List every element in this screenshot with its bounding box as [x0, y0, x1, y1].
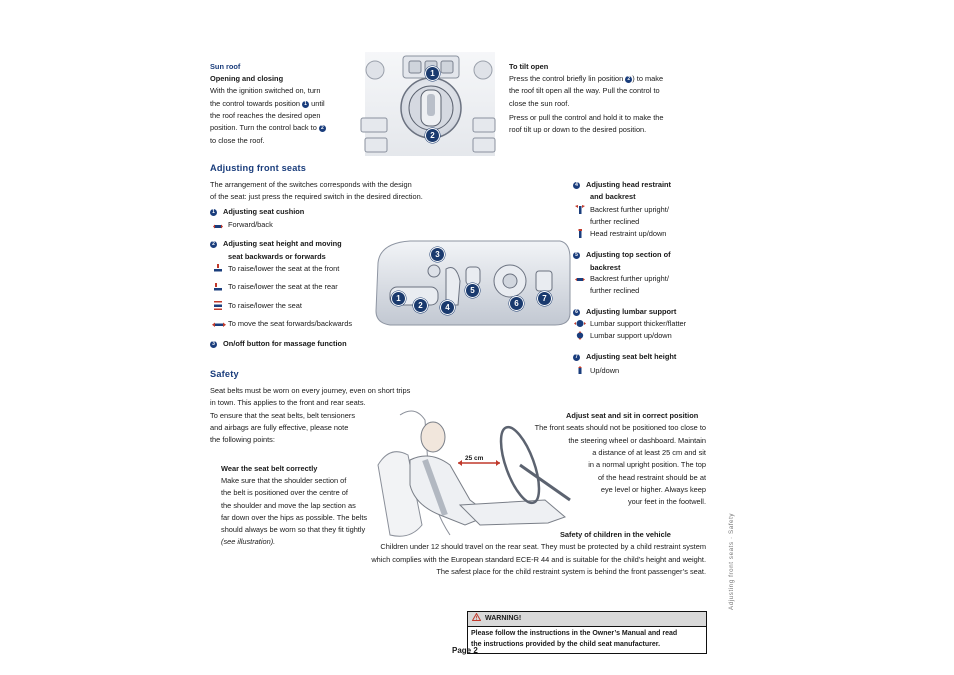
belt-height-icon: [575, 366, 585, 375]
belt-line: (see illustration).: [221, 537, 276, 546]
sunroof-subheading: Opening and closing: [210, 74, 284, 83]
backrest-text: Backrest further upright/: [590, 274, 669, 283]
tilt-heading: To tilt open: [509, 62, 549, 71]
safety-line: To ensure that the seat belts, belt tensioners: [210, 411, 356, 420]
safety-line: the following points:: [210, 435, 275, 444]
seat-item-4: 4 Adjusting head restraint: [573, 179, 671, 191]
adjust-line: eye level or higher. Always keep: [600, 485, 706, 494]
belt-line: the belt is positioned over the centre of: [221, 488, 348, 497]
sunroof-heading: Sun roof: [210, 62, 241, 71]
seat-item-5-line2: backrest: [590, 263, 621, 272]
lumbar-text: Lumbar support thicker/flatter: [590, 319, 687, 328]
updown-text: Up/down: [590, 366, 620, 375]
warning-title: WARNING!: [485, 615, 522, 622]
adjust-line: the steering wheel or dashboard. Maintain: [568, 436, 706, 445]
children-line: which complies with the European standard ECE-R 44 and is suitable for the child’s height and weight.: [371, 555, 706, 564]
sunroof-line: the roof reaches the desired open: [210, 111, 321, 120]
warning-line: the instructions provided by the child seat manufacturer.: [471, 641, 661, 648]
backrest-text: further reclined: [590, 286, 640, 295]
warning-box: [467, 611, 707, 654]
seat-rear-height-icon: [213, 283, 223, 292]
seat-item-2-line2: seat backwards or forwards: [228, 252, 326, 261]
adjust-heading: Adjust seat and sit in correct position: [566, 411, 699, 420]
adjust-line: The front seats should not be positioned too close to: [534, 423, 706, 432]
forward-back-text: Forward/back: [228, 220, 273, 229]
raise-seat-text: To raise/lower the seat: [228, 301, 302, 310]
belt-line: should always be worn so that they fit tightly: [221, 525, 366, 534]
head-restraint-text: Head restraint up/down: [590, 229, 667, 238]
panel-badge-7: 7: [537, 291, 552, 306]
children-line: The safest place for the child restraint system is behind the front passenger’s seat.: [436, 567, 706, 576]
adjust-line: of the head restraint should be at: [597, 473, 706, 482]
belt-heading: Wear the seat belt correctly: [221, 464, 318, 473]
warning-line: Please follow the instructions in the Owner’s Manual and read: [471, 629, 678, 637]
page-number: Page 2: [452, 646, 478, 655]
seat-height-icon: [213, 301, 223, 310]
children-line: Children under 12 should travel on the rear seat. They must be protected by a child restraint system: [380, 542, 706, 551]
tilt-line: the roof tilt open all the way. Pull the control to: [509, 86, 660, 95]
warning-header: [468, 612, 706, 627]
belt-line: Make sure that the shoulder section of: [221, 476, 347, 485]
tilt-line: Press or pull the control and hold it to make the: [509, 113, 664, 122]
safety-line: Seat belts must be worn on every journey, even on short trips: [210, 386, 411, 395]
seats-heading: Adjusting front seats: [210, 163, 307, 173]
backrest-text: further reclined: [590, 217, 640, 226]
move-seat-text: To move the seat forwards/backwards: [228, 319, 353, 328]
seat-item-7: 7 Adjusting seat belt height: [573, 351, 676, 363]
position-1-marker: 1: [302, 101, 309, 108]
tilt-line: Press the control briefly lin position 2 ) to make: [509, 74, 664, 83]
head-restraint-icon: [575, 229, 585, 238]
panel-badge-6: 6: [509, 296, 524, 311]
sunroof-line: With the ignition switched on, turn: [210, 86, 321, 95]
panel-badge-1: 1: [391, 291, 406, 306]
lumbar-height-icon: [575, 331, 585, 340]
safety-line: and airbags are fully effective, please note: [210, 423, 349, 432]
side-label: Adjusting front seats · Safety: [728, 512, 735, 610]
raise-rear-text: To raise/lower the seat at the rear: [228, 282, 338, 291]
seat-item-6: 6 Adjusting lumbar support: [573, 306, 676, 318]
seat-item-2: 2 Adjusting seat height and moving: [210, 238, 342, 250]
seat-item-1: 1 Adjusting seat cushion: [210, 206, 304, 218]
adjust-line: your feet in the footwell.: [627, 497, 706, 506]
panel-badge-4: 4: [440, 300, 455, 315]
raise-front-text: To raise/lower the seat at the front: [228, 264, 340, 273]
top-backrest-icon: [575, 275, 585, 284]
seats-intro: The arrangement of the switches corresponds with the design: [210, 180, 412, 189]
seat-item-5: 5 Adjusting top section of: [573, 249, 671, 261]
seat-item-4-line2: and backrest: [590, 192, 636, 201]
seat-front-height-icon: [213, 264, 223, 273]
seat-move-icon: [212, 320, 226, 329]
tilt-line: roof tilt up or down to the desired position.: [509, 125, 647, 134]
backrest-text: Backrest further upright/: [590, 205, 669, 214]
sunroof-line: position. Turn the control back to 2: [210, 122, 326, 134]
lumbar-thickness-icon: [574, 319, 586, 328]
panel-badge-5: 5: [465, 283, 480, 298]
warning-triangle-icon: [472, 613, 481, 621]
tilt-line: close the sun roof.: [509, 99, 570, 108]
seat-switch-panel-illustration: [370, 233, 572, 331]
distance-label: 25 cm: [465, 455, 484, 462]
belt-line: far down over the hips as possible. The belts: [221, 513, 368, 522]
seats-intro: of the seat: just press the required switch in the desired direction.: [210, 192, 423, 201]
position-2-marker: 2: [319, 125, 326, 132]
sunroof-position-1-badge: 1: [425, 66, 440, 81]
panel-badge-3: 3: [430, 247, 445, 262]
lumbar-text: Lumbar support up/down: [590, 331, 672, 340]
seat-item-3: 3 On/off button for massage function: [210, 338, 347, 350]
sunroof-line: to close the roof.: [210, 136, 265, 145]
safety-heading: Safety: [210, 369, 239, 379]
backrest-tilt-icon: [575, 205, 585, 214]
position-2-marker: 2: [625, 76, 632, 83]
adjust-line: a distance of at least 25 cm and sit: [592, 448, 706, 457]
sunroof-position-2-badge: 2: [425, 128, 440, 143]
sunroof-line: the control towards position 1 until: [210, 99, 325, 108]
sunroof-control-illustration: [355, 48, 500, 160]
adjust-line: in a normal upright position. The top: [588, 460, 706, 469]
seat-cushion-icon: [213, 221, 223, 230]
children-heading: Safety of children in the vehicle: [560, 530, 671, 539]
safety-line: in town. This applies to the front and rear seats.: [210, 398, 366, 407]
warning-body: [468, 627, 706, 653]
belt-line: the shoulder and move the lap section as: [221, 501, 356, 510]
panel-badge-2: 2: [413, 298, 428, 313]
